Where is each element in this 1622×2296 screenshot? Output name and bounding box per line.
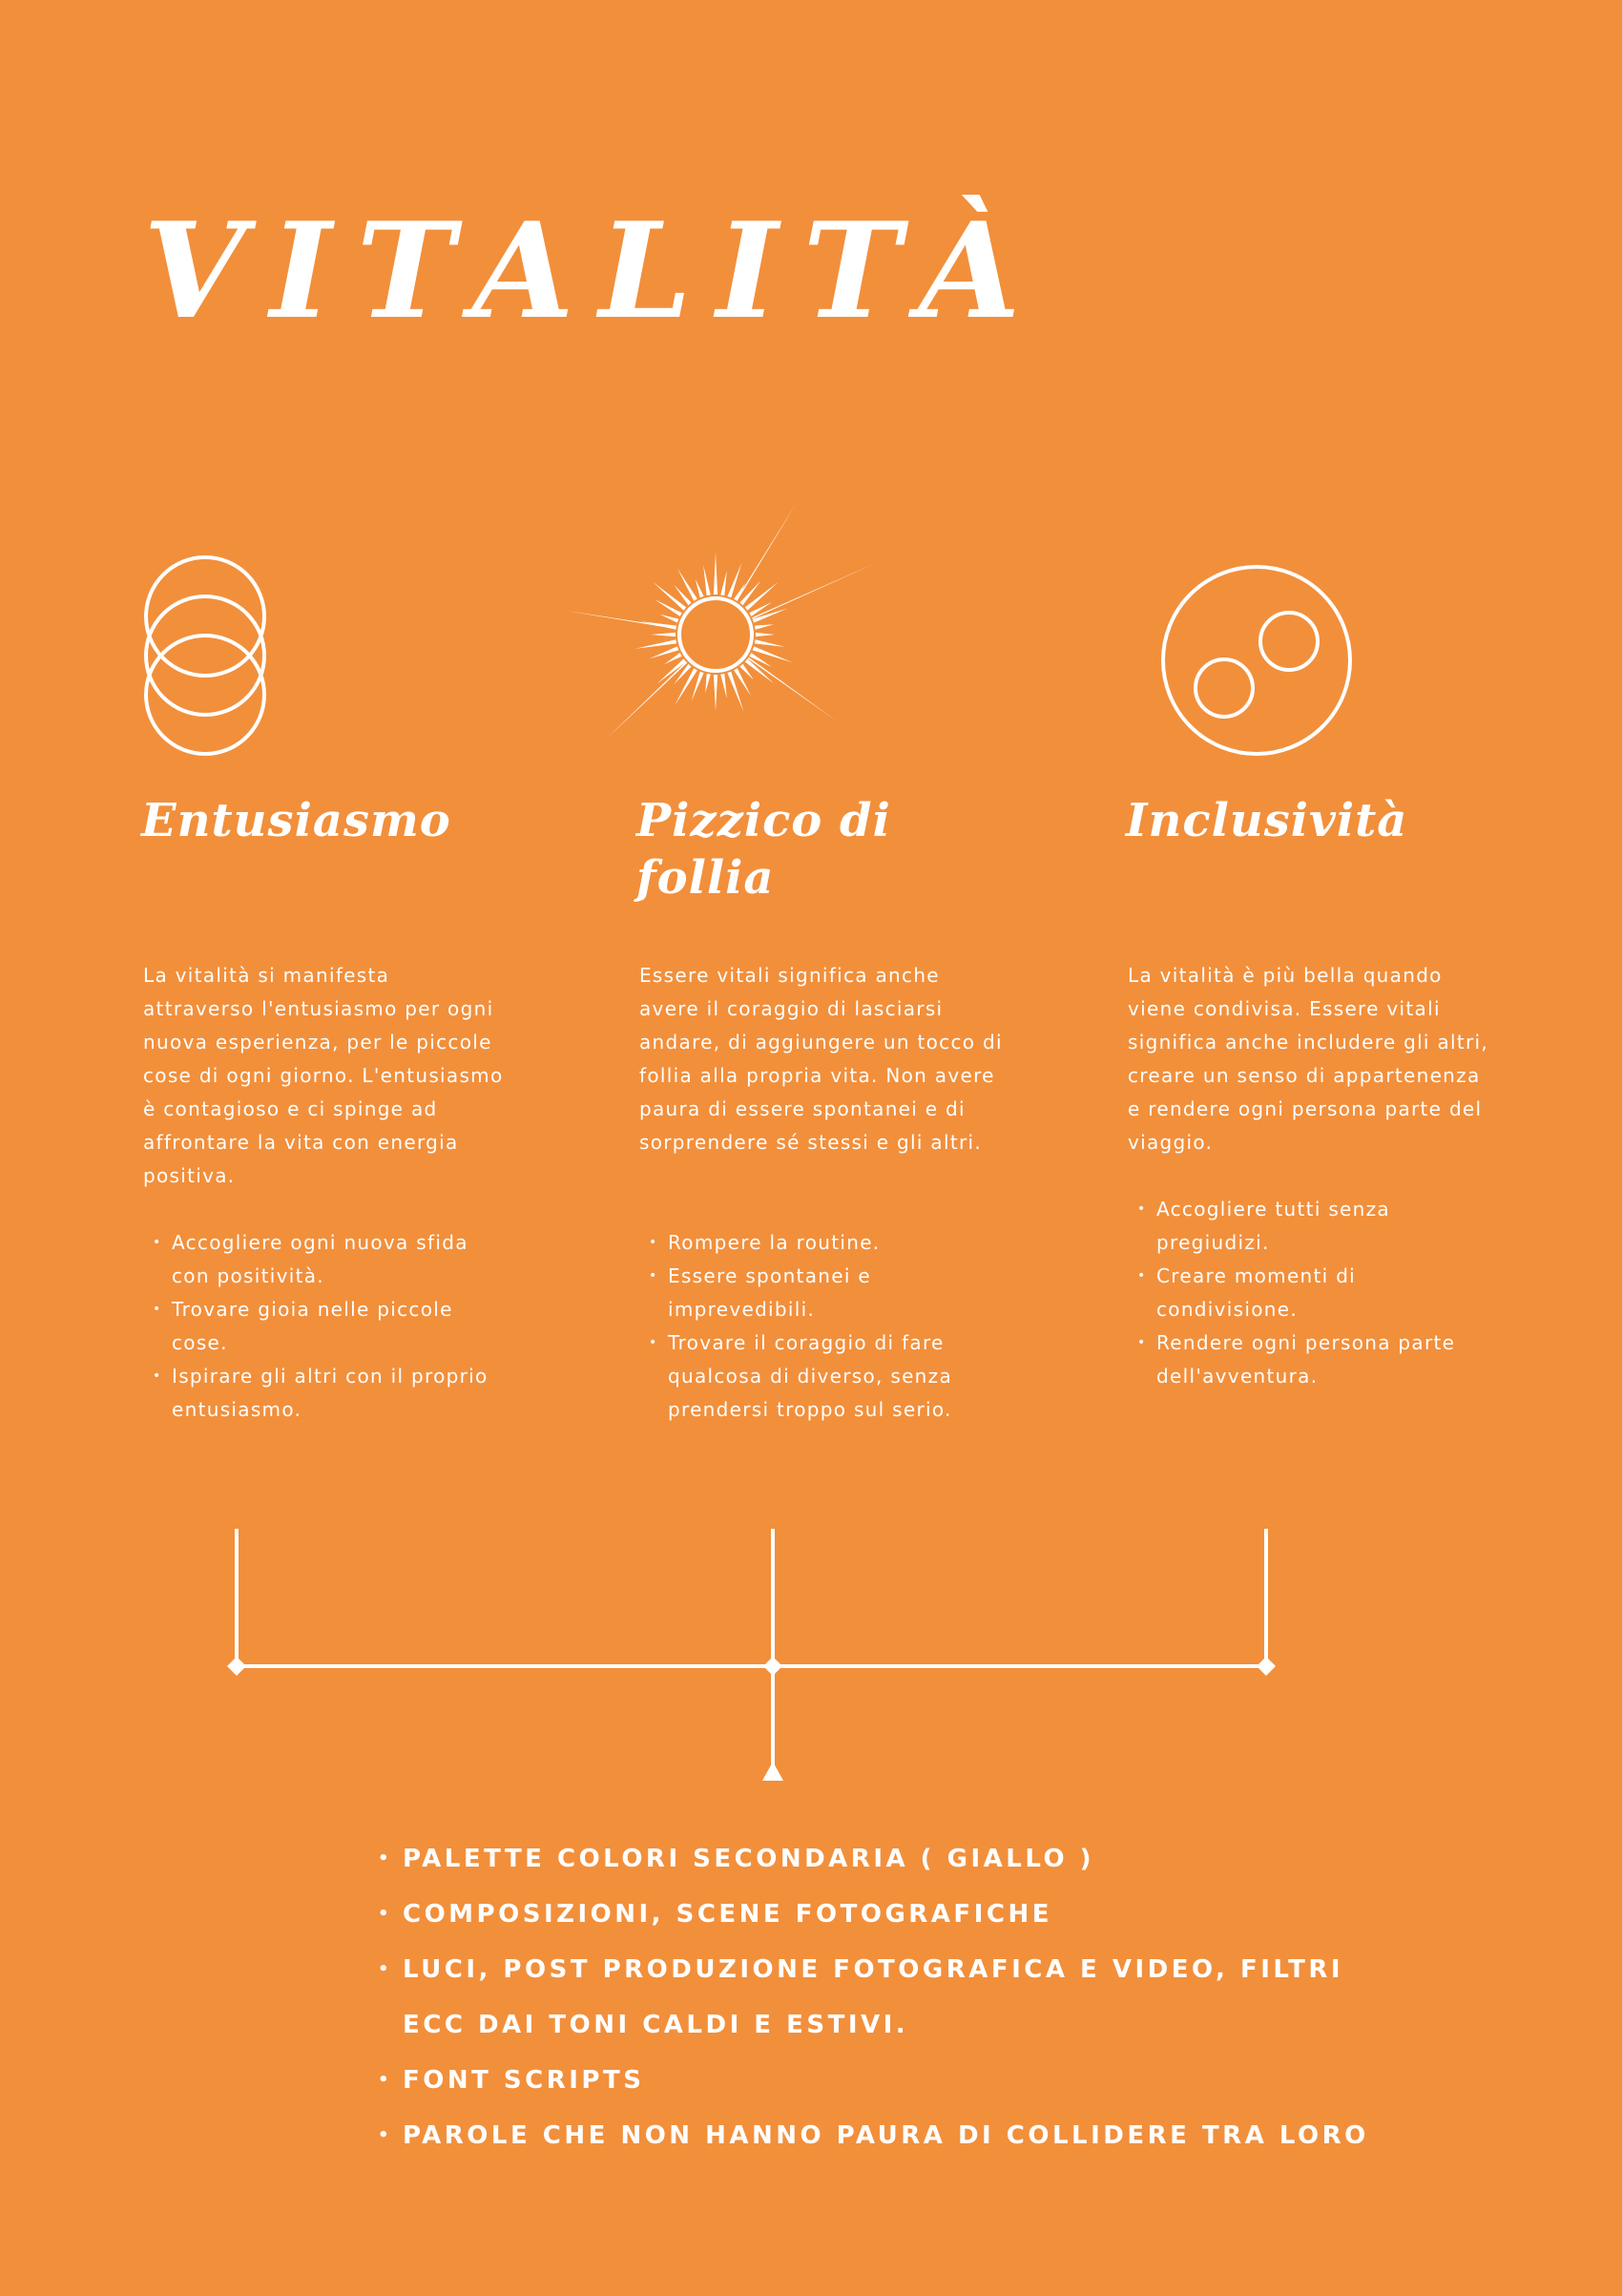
list-item: • PALETTE COLORI SECONDARIA ( GIALLO ) (376, 1831, 1521, 1887)
list-item: • Rompere la routine. (639, 1226, 983, 1260)
overlapping-circles-icon (138, 555, 272, 756)
connector-right-diamond (1257, 1657, 1276, 1676)
list-item: • Essere spontanei e imprevedibili. (639, 1260, 983, 1326)
summary-list (376, 1831, 1521, 2163)
list-item: • PAROLE CHE NON HANNO PAURA DI COLLIDERE TRA LORO (376, 2108, 1521, 2163)
bullet-list-entusiasmo (143, 1226, 496, 1427)
list-item: • Creare momenti di condivisione. (1128, 1260, 1490, 1326)
connector-center-diamond (763, 1657, 782, 1676)
page-title: VITALITÀ (143, 193, 1046, 348)
bullet-list-inclusivita (1128, 1193, 1490, 1393)
list-item: • Ispirare gli altri con il proprio entusiasmo. (143, 1360, 496, 1427)
circle-with-dots-icon (1159, 563, 1355, 759)
column-heading-entusiasmo: Entusiasmo (141, 794, 451, 847)
column-body-pizzico-di-follia: Essere vitali significa anche avere il coraggio di lasciarsi andare, di aggiungere un tocco di follia alla propria vita. Non avere paura di essere spontanei e di sorprendere sé stessi e gli altri. (639, 964, 1003, 1154)
column-body-inclusivita: La vitalità è più bella quando viene condivisa. Essere vitali significa anche includere gli altri, creare un senso di appartenenza e rendere ogni persona parte del viaggio. (1128, 964, 1489, 1154)
list-item: • Rendere ogni persona parte dell'avventura. (1128, 1326, 1490, 1393)
list-item: • LUCI, POST PRODUZIONE FOTOGRAFICA E VIDEO, FILTRI ECC DAI TONI CALDI E ESTIVI. (376, 1942, 1414, 2053)
list-item: • FONT SCRIPTS (376, 2053, 1521, 2108)
column-body-entusiasmo: La vitalità si manifesta attraverso l'entusiasmo per ogni nuova esperienza, per le piccole cose di ogni giorno. L'entusiasmo è contagioso e ci spinge ad affrontare la vita con energia positiva. (143, 964, 504, 1187)
connector-triangle (762, 1762, 783, 1781)
list-item: • Accogliere ogni nuova sfida con positività. (143, 1226, 496, 1293)
bullet-list-pizzico-di-follia (639, 1226, 983, 1427)
list-item: • Trovare gioia nelle piccole cose. (143, 1293, 496, 1360)
list-item: • Accogliere tutti senza pregiudizi. (1128, 1193, 1490, 1260)
list-item: • COMPOSIZIONI, SCENE FOTOGRAFICHE (376, 1887, 1521, 1942)
connector-diagram (219, 1525, 1288, 1792)
sunburst-icon (563, 496, 878, 744)
column-heading-pizzico-di-follia: Pizzico di follia (636, 794, 891, 905)
column-heading-inclusivita: Inclusività (1126, 794, 1408, 847)
connector-left-diamond (227, 1657, 246, 1676)
list-item: • Trovare il coraggio di fare qualcosa di diverso, senza prendersi troppo sul serio. (639, 1326, 983, 1427)
